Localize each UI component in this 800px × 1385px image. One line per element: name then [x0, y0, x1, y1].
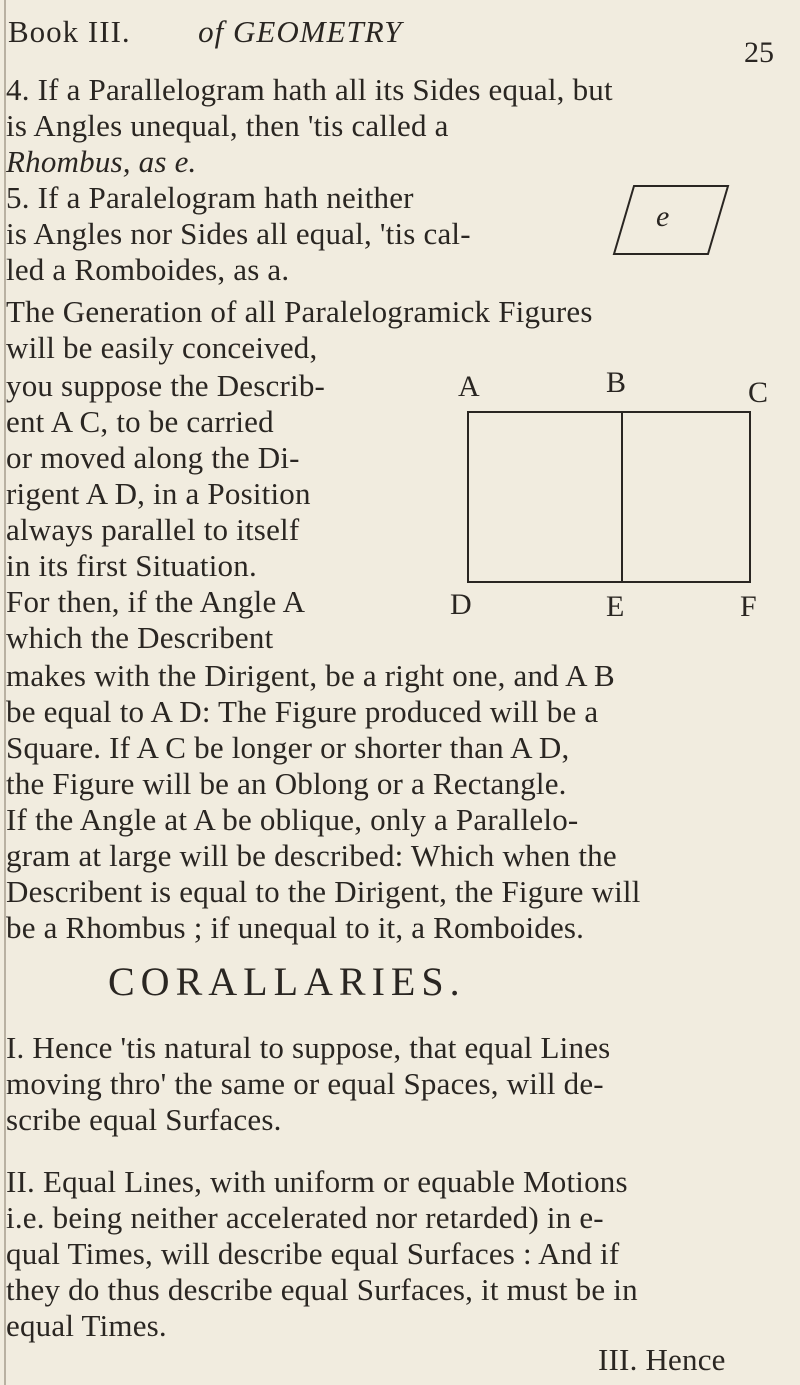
text-line: in its first Situation.: [6, 548, 257, 583]
text-line: Describent is equal to the Dirigent, the Figure will: [6, 874, 641, 909]
text-line: the Figure will be an Oblong or a Rectangle.: [6, 766, 567, 801]
text-line: which the Describent: [6, 620, 274, 655]
text-line: scribe equal Surfaces.: [6, 1102, 282, 1137]
text-line: always parallel to itself: [6, 512, 300, 547]
text-line: gram at large will be described: Which when the: [6, 838, 617, 873]
text-line: If the Angle at A be oblique, only a Parallelo-: [6, 802, 579, 837]
section-heading: CORALLARIES.: [108, 959, 466, 1004]
text-line: Square. If A C be longer or shorter than A D,: [6, 730, 570, 765]
catchword: III. Hence: [598, 1342, 726, 1377]
text-line: 5. If a Paralelogram hath neither: [6, 180, 414, 215]
figure-label-e-point: E: [606, 590, 625, 623]
text-line: equal Times.: [6, 1308, 167, 1343]
text-line: will be easily conceived,: [6, 330, 318, 365]
figure-label-f: F: [740, 590, 757, 623]
text-line: be equal to A D: The Figure produced will be a: [6, 694, 599, 729]
text-line: you suppose the Describ-: [6, 368, 326, 403]
text-line: Rhombus, as e.: [6, 144, 197, 179]
figure-label-a: A: [458, 370, 480, 403]
text-line: makes with the Dirigent, be a right one, and A B: [6, 658, 615, 693]
rhombus-figure: [614, 186, 728, 254]
text-line: 4. If a Parallelogram hath all its Sides equal, but: [6, 72, 613, 107]
text-line: The Generation of all Paralelogramick Figures: [6, 294, 593, 329]
text-line: or moved along the Di-: [6, 440, 300, 475]
text-line: is Angles unequal, then 'tis called a: [6, 108, 449, 143]
rectangle-figure: [468, 412, 750, 582]
page-number: 25: [744, 36, 774, 69]
text-line: ent A C, to be carried: [6, 404, 274, 439]
text-line: II. Equal Lines, with uniform or equable Motions: [6, 1164, 628, 1199]
figure-label-b: B: [606, 366, 627, 399]
figure-label-d: D: [450, 588, 472, 621]
text-line: I. Hence 'tis natural to suppose, that equal Lines: [6, 1030, 611, 1065]
text-line: rigent A D, in a Position: [6, 476, 311, 511]
text-line: qual Times, will describe equal Surfaces : And if: [6, 1236, 620, 1271]
text-line: moving thro' the same or equal Spaces, will de-: [6, 1066, 604, 1101]
text-line: led a Romboides, as a.: [6, 252, 290, 287]
figure-label-c: C: [748, 376, 769, 409]
text-line: be a Rhombus ; if unequal to it, a Romboides.: [6, 910, 585, 945]
figure-label-e: e: [656, 200, 670, 233]
text-line: they do thus describe equal Surfaces, it must be in: [6, 1272, 638, 1307]
text-line: i.e. being neither accelerated nor retarded) in e-: [6, 1200, 604, 1235]
text-line: is Angles nor Sides all equal, 'tis cal-: [6, 216, 471, 251]
header-title: of GEOMETRY: [198, 14, 403, 49]
text-line: For then, if the Angle A: [6, 584, 306, 619]
header-book: Book III.: [8, 14, 131, 49]
